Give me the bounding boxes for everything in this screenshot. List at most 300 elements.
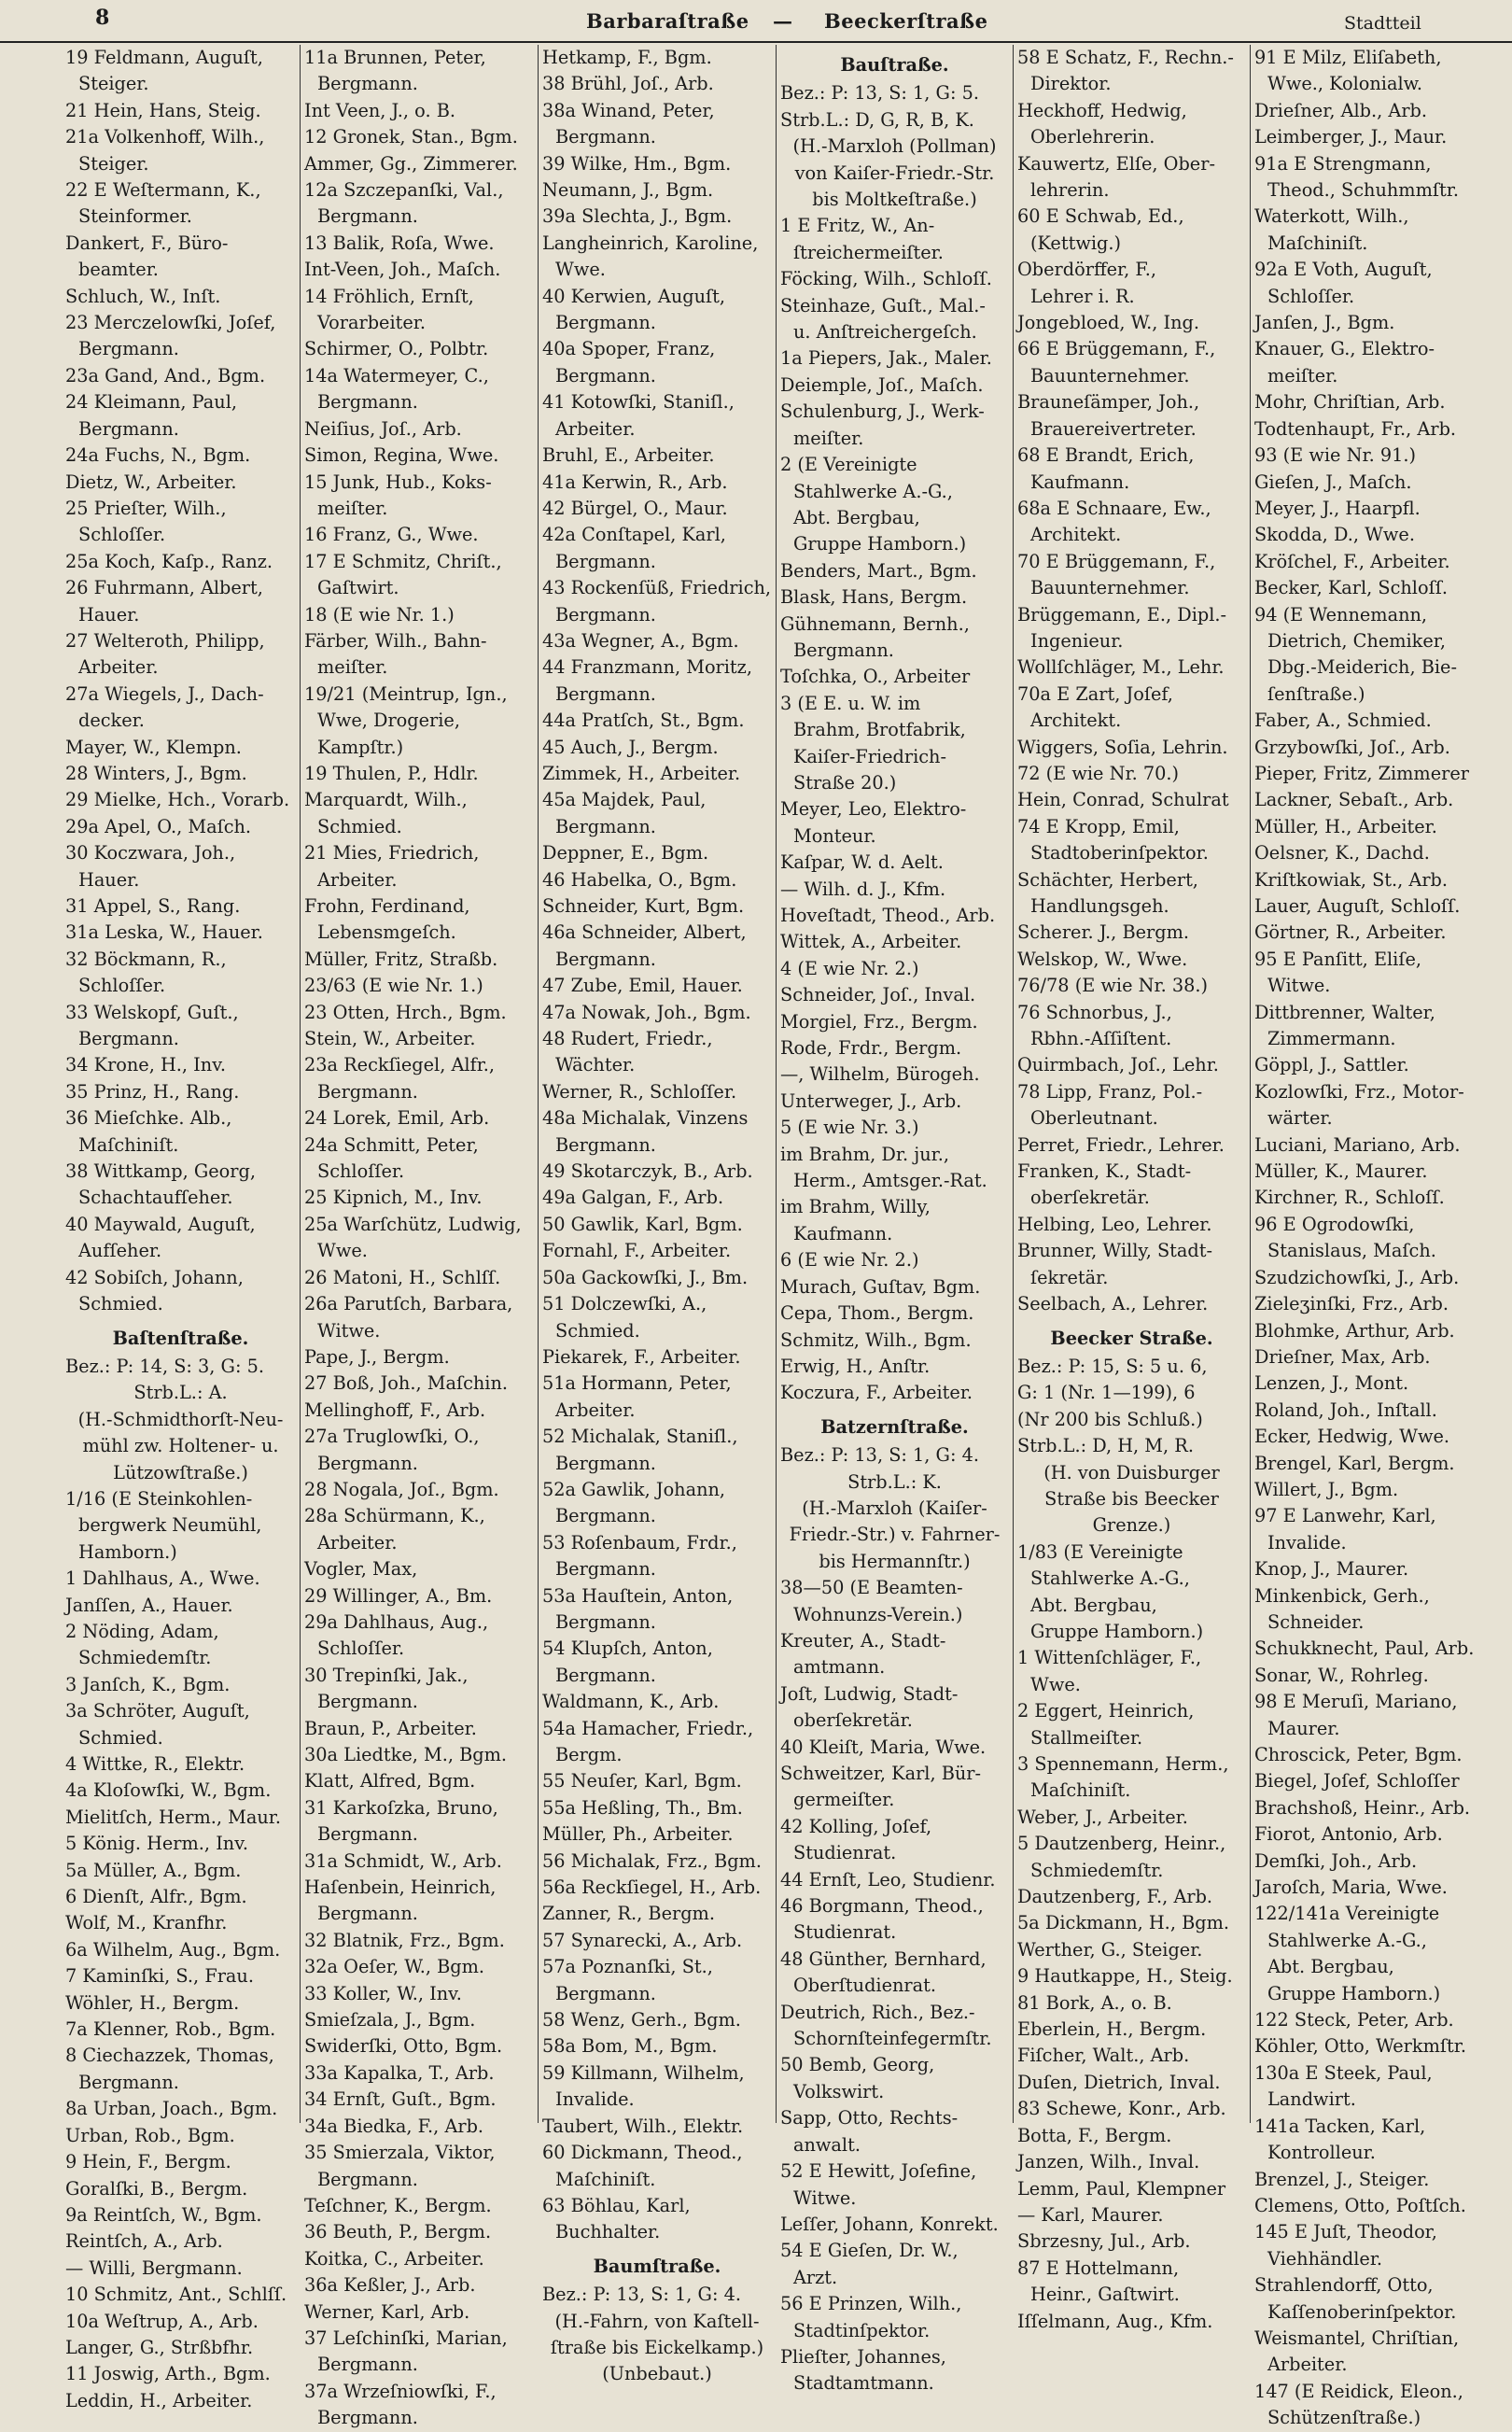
directory-line: Bergmann. [555,1558,656,1581]
directory-line: Stanislaus, Maſch. [1267,1240,1436,1262]
directory-line: Jaroſch, Maria, Wwe. [1254,1877,1448,1899]
directory-line: Neumann, J., Bgm. [542,179,714,202]
directory-line: 60 E Schwab, Ed., [1017,205,1184,228]
directory-line: 26 Matoni, H., Schlſſ. [304,1266,501,1288]
directory-line: Marquardt, Wilh., [304,789,468,811]
directory-line: 3a Schröter, Auguſt, [65,1700,250,1722]
directory-line: (Kettwig.) [1030,232,1121,254]
directory-line: Cepa, Thom., Bergm. [780,1302,974,1325]
directory-line: Scherer. J., Bergm. [1017,921,1189,944]
directory-line: Plieſter, Johannes, [780,2345,946,2368]
directory-line: — Karl, Maurer. [1017,2203,1164,2226]
directory-line: Wittek, A., Arbeiter. [780,931,962,953]
directory-line: Kampſtr.) [317,736,404,758]
directory-line: Bergmann. [78,2071,179,2093]
directory-line: Oberſtudienrat. [793,1975,937,1997]
directory-line: 43a Wegner, A., Bgm. [542,629,739,652]
directory-line: Arbeiter. [78,656,159,679]
directory-line: Perret, Friedr., Lehrer. [1017,1133,1225,1156]
directory-line: Studienrat. [793,1842,897,1864]
directory-line: 23a Reckſiegel, Alfr., [304,1054,496,1076]
directory-line: Schneider, Joſ., Inval. [780,984,976,1006]
directory-line: Meyer, J., Haarpfl. [1254,497,1421,519]
directory-line: 1 E Fritz, W., An- [780,215,935,237]
directory-line: 29a Apel, O., Maſch. [65,815,252,837]
directory-line: Schneider. [1267,1610,1365,1633]
directory-line: Schloſſer. [317,1638,405,1660]
directory-line: Kröſchel, F., Arbeiter. [1254,550,1450,572]
directory-line: 50 Bemb, Georg, [780,2054,935,2076]
directory-line: 81 Bork, A., o. B. [1017,1991,1172,2014]
directory-line: Schmied. [78,1726,163,1749]
directory-line: Vogler, Max, [304,1558,418,1581]
directory-line: Kauwertz, Elſe, Ober- [1017,152,1215,175]
directory-line: Toſchka, O., Arbeiter [780,666,971,688]
directory-line: mühl zw. Holtener- u. [82,1435,279,1457]
directory-line: 9 Hein, F., Bergm. [65,2151,231,2173]
directory-line: 26 Fuhrmann, Albert, [65,577,263,599]
directory-line: 49a Galgan, F., Arb. [542,1187,724,1209]
directory-line: (Nr 200 bis Schluß.) [1017,1408,1203,1430]
directory-line: Theod., Schuhmmſtr. [1267,179,1459,202]
directory-line: 66 E Brüggemann, F., [1017,338,1216,360]
directory-line: 23a Gand, And., Bgm. [65,364,266,387]
directory-line: 9a Reintſch, W., Bgm. [65,2203,262,2226]
directory-line: Langheinrich, Karoline, [542,232,759,254]
directory-line: Landwirt. [1267,2088,1356,2111]
directory-line: Handlungsgeh. [1030,895,1169,917]
directory-line: 147 (E Reidick, Eleon., [1254,2380,1463,2402]
directory-line: Swiderſki, Otto, Bgm. [304,2035,503,2058]
directory-line: 42 Sobiſch, Johann, [65,1266,244,1288]
directory-line: 91 E Milz, Eliſabeth, [1254,47,1442,68]
directory-line: Strb.L.: A. [133,1382,228,1404]
directory-line: Müller, K., Maurer. [1254,1160,1428,1183]
directory-line: 5 Dautzenberg, Heinr., [1017,1833,1226,1855]
directory-line: Mellinghoff, F., Arb. [304,1399,486,1421]
directory-line: Stadtoberinſpektor. [1030,842,1209,865]
directory-line: Kirchner, R., Schloſſ. [1254,1187,1445,1209]
directory-line: 18 (E wie Nr. 1.) [304,603,455,626]
directory-line: 50a Gackowſki, J., Bm. [542,1266,749,1288]
directory-line: 52 E Hewitt, Joſefine, [780,2160,977,2183]
directory-line: 40 Kerwien, Auguſt, [542,285,726,307]
directory-column-4 [776,45,1013,2395]
directory-line: Kaufmann. [793,1222,893,1244]
street-heading: Baſtenſtraße. [112,1327,249,1349]
directory-line: Bauunternehmer. [1030,577,1190,599]
directory-line: im Brahm, Willy, [780,1196,931,1218]
directory-line: Schachtaufſeher. [78,1187,233,1209]
directory-line: Bez.: P: 13, S: 1, G: 4. [780,1444,979,1467]
directory-line: Bez.: P: 14, S: 3, G: 5. [65,1355,264,1377]
directory-line: 29 Willinger, A., Bm. [304,1584,493,1607]
directory-line: Oberlehrerin. [1030,126,1155,148]
directory-line: Steiger. [78,152,149,175]
directory-line: 33a Kapalka, T., Arb. [304,2061,495,2084]
directory-line: 27a Truglowſki, O., [304,1426,480,1448]
directory-line: Kaufmann. [1030,471,1130,493]
directory-line: Jongebloed, W., Ing. [1017,312,1199,334]
directory-line: amtmann. [793,1656,886,1679]
directory-line: Kontrolleur. [1267,2142,1376,2164]
directory-line: 40a Spoper, Franz, [542,338,716,360]
directory-line: 31a Leska, W., Hauer. [65,921,263,944]
directory-column-3 [538,45,776,2385]
directory-line: Architekt. [1030,524,1122,546]
directory-line: Oberdörffer, F., [1017,259,1157,281]
directory-line: 11 Joswig, Arth., Bgm. [65,2363,271,2385]
directory-line: Strb.L.: D, H, M, R. [1017,1435,1194,1457]
directory-line: Herm., Amtsger.-Rat. [793,1170,987,1192]
directory-line: Hauer. [78,603,140,626]
directory-line: Fiſcher, Walt., Arb. [1017,2045,1190,2067]
directory-line: 55a Heßling, Th., Bm. [542,1796,743,1819]
directory-line: Färber, Wilh., Bahn- [304,629,487,652]
directory-line: Bergmann. [555,682,656,705]
directory-line: Direktor. [1030,73,1112,95]
directory-line: Schmied. [317,815,402,837]
directory-line: 37 Leſchinſki, Marian, [304,2327,508,2349]
directory-line: Schmied. [78,1293,163,1315]
street-heading: Batzernſtraße. [820,1415,969,1438]
directory-line: Ingenieur. [1030,629,1124,652]
directory-line: Pape, J., Bergm. [304,1345,450,1368]
directory-line: Franken, K., Stadt- [1017,1160,1192,1183]
directory-line: Schloſſer. [317,1160,405,1183]
header-title-left: Barbaraſtraße [586,9,749,33]
directory-line: Hamborn.) [78,1540,177,1563]
directory-line: Studienrat. [793,1921,897,1944]
directory-line: Viehhändler. [1267,2247,1383,2270]
directory-line: 6 (E wie Nr. 2.) [780,1249,919,1272]
directory-line: Dautzenberg, F., Arb. [1017,1886,1213,1908]
directory-line: 29 Mielke, Hch., Vorarb. [65,789,290,811]
directory-line: 38—50 (E Beamten- [780,1577,963,1599]
directory-line: Lehrer i. R. [1030,285,1135,307]
directory-column-1 [62,45,300,2411]
directory-line: Maurer. [1267,1717,1340,1739]
directory-line: Bergmann. [793,639,894,661]
directory-line: Arbeiter. [317,1531,398,1553]
directory-line: Strb.L.: K. [847,1470,942,1493]
directory-line: Koczura, F., Arbeiter. [780,1382,973,1404]
directory-line: 30 Trepinſki, Jak., [304,1664,469,1686]
directory-line: Bergmann. [317,1452,418,1474]
directory-line: meiſter. [793,427,864,449]
directory-line: meiſter. [1267,364,1338,387]
directory-line: Gruppe Hamborn.) [1030,1620,1204,1642]
directory-line: 24a Schmitt, Peter, [304,1133,479,1156]
directory-line: 29a Dahlhaus, Aug., [304,1610,489,1633]
directory-line: 33 Koller, W., Inv. [304,1982,462,2004]
directory-line: 43 Rockenſüß, Friedrich, [542,577,772,599]
directory-line: 32 Blatnik, Frz., Bgm. [304,1929,505,1951]
directory-line: 16 Franz, G., Wwe. [304,524,479,546]
directory-line: 2 (E Vereinigte [780,454,917,476]
directory-line: Neiſius, Joſ., Arb. [304,417,462,440]
directory-line: Bergmann. [317,73,418,95]
directory-line: Rbhn.-Aſſiſtent. [1030,1028,1172,1050]
directory-line: meiſter. [317,656,388,679]
directory-line: Dittbrenner, Walter, [1254,1001,1435,1023]
directory-line: Görtner, R., Arbeiter. [1254,921,1447,944]
directory-line: Bergmann. [555,364,656,387]
directory-line: Schloſſer. [1267,285,1355,307]
directory-column-6 [1250,45,1492,2429]
directory-line: Wolf, M., Kranfhr. [65,1912,228,1934]
directory-line: 59 Killmann, Wilhelm, [542,2061,745,2084]
directory-line: 27 Welteroth, Philipp, [65,629,265,652]
directory-line: Klatt, Alfred, Bgm. [304,1770,476,1792]
page-number: 8 [95,6,110,30]
directory-line: 37a Wrzeſniowſki, F., [304,2380,497,2402]
directory-line: 27 Boß, Joh., Maſchin. [304,1372,509,1395]
directory-line: 25 Kipnich, M., Inv. [304,1187,483,1209]
directory-line: Schloſſer. [78,975,166,997]
directory-line: Kozlowſki, Frz., Motor- [1254,1080,1464,1103]
directory-line: 24 Lorek, Emil, Arb. [304,1107,490,1130]
directory-line: 83 Schewe, Konr., Arb. [1017,2098,1226,2120]
directory-line: Blask, Hans, Bergm. [780,586,968,609]
directory-line: Roland, Joh., Inſtall. [1254,1399,1437,1421]
directory-line: ſtraße bis Eickelkamp.) [550,2336,764,2358]
directory-line: Leſſer, Johann, Konrekt. [780,2213,999,2235]
directory-line: Strb.L.: D, G, R, B, K. [780,108,974,131]
directory-line: Bruhl, E., Arbeiter. [542,444,715,467]
directory-line: 23/63 (E wie Nr. 1.) [304,975,483,997]
directory-line: 12 Gronek, Stan., Bgm. [304,126,518,148]
directory-line: Straße bis Beecker [1044,1487,1219,1510]
directory-line: Schächter, Herbert, [1017,868,1198,891]
directory-line: 32a Oeſer, W., Bgm. [304,1956,485,1978]
directory-line: Meyer, Leo, Elektro- [780,798,967,821]
directory-line: Maſchiniſt. [1030,1779,1131,1802]
directory-line: 36a Keßler, J., Arb. [304,2274,476,2297]
directory-line: 8a Urban, Joach., Bgm. [65,2098,278,2120]
directory-line: 52a Gawlik, Johann, [542,1478,726,1500]
directory-line: Bergmann. [555,1452,656,1474]
directory-line: — Willi, Bergmann. [65,2256,243,2279]
directory-line: Lemm, Paul, Klempner [1017,2177,1226,2200]
directory-line: Schützenſtraße.) [1267,2407,1421,2429]
directory-line: 24 Kleimann, Paul, [65,391,237,414]
directory-line: Urban, Rob., Bgm. [65,2124,235,2146]
directory-line: 42a Conſtapel, Karl, [542,524,726,546]
street-heading: Beecker Straße. [1050,1327,1213,1349]
directory-line: Erwig, H., Anſtr. [780,1355,931,1377]
directory-line: Stadtamtmann. [793,2372,934,2395]
street-heading: Bauſtraße. [840,54,949,76]
directory-line: Wöhler, H., Bergm. [65,1991,240,2014]
directory-line: 8 Ciechazzek, Thomas, [65,2045,274,2067]
directory-line: 24a Fuchs, N., Bgm. [65,444,251,467]
directory-line: Bergm. [555,1744,623,1765]
directory-line: Hetkamp, F., Bgm. [542,47,712,68]
directory-line: Müller, H., Arbeiter. [1254,815,1437,837]
directory-line: Lauer, Auguſt, Schloſſ. [1254,895,1461,917]
directory-line: Kriſtkowiak, St., Arb. [1254,868,1449,891]
directory-line: 93 (E wie Nr. 91.) [1254,444,1417,467]
directory-line: Lützowſtraße.) [113,1461,248,1483]
directory-line: Witwe. [317,1319,381,1342]
directory-line: Rode, Frdr., Bergm. [780,1037,962,1060]
directory-line: Gühnemann, Bernh., [780,612,970,635]
directory-line: 19 Thulen, P., Hdlr. [304,762,479,784]
directory-line: Zanner, R., Bergm. [542,1903,715,1925]
directory-line: Grenze.) [1092,1514,1171,1537]
directory-line: 91a E Strengmann, [1254,152,1432,175]
directory-line: Bergmann. [317,2354,418,2376]
directory-line: 10 Schmitz, Ant., Schlſſ. [65,2284,287,2306]
directory-line: 54 E Gieſen, Dr. W., [780,2240,959,2262]
directory-line: Werner, Karl, Arb. [304,2300,470,2323]
directory-line: Friedr.-Str.) v. Fahrner- [789,1524,1001,1546]
directory-line: Kaſſenoberinſpektor. [1267,2300,1457,2323]
directory-line: Janzen, Wilh., Inval. [1017,2151,1200,2173]
directory-line: Sapp, Otto, Rechts- [780,2107,959,2130]
directory-line: 28 Nogala, Joſ., Bgm. [304,1478,499,1500]
directory-line: 45a Majdek, Paul, [542,789,707,811]
street-heading: Baumſtraße. [593,2255,721,2277]
directory-line: Stahlwerke A.-G., [793,480,953,502]
directory-line: 34 Krone, H., Inv. [65,1054,226,1076]
directory-line: 54a Hamacher, Friedr., [542,1717,754,1739]
directory-line: Wollſchläger, M., Lehr. [1017,656,1225,679]
directory-line: germeiſter. [793,1789,895,1811]
directory-line: Sonar, W., Rohrleg. [1254,1664,1429,1686]
directory-line: Szudzichowſki, J., Arb. [1254,1266,1460,1288]
directory-line: ſtreichermeiſter. [793,241,944,263]
directory-line: decker. [78,710,145,732]
header-title-right: Beeckerſtraße [824,9,988,33]
directory-line: 68 E Brandt, Erich, [1017,444,1195,467]
directory-line: Dankert, F., Büro- [65,232,229,254]
directory-line: 23 Merczelowſki, Joſef, [65,312,276,334]
directory-line: Witwe. [1267,975,1331,997]
header-district: Stadtteil [1344,13,1421,34]
directory-line: 1/16 (E Steinkohlen- [65,1487,253,1510]
directory-line: 48 Günther, Bernhard, [780,1947,987,1970]
directory-line: Demſki, Joh., Arb. [1254,1849,1418,1872]
directory-line: 4a Kloſowſki, W., Bgm. [65,1779,272,1802]
directory-line: 92a E Voth, Auguſt, [1254,259,1433,281]
directory-line: Janſen, J., Bgm. [1254,312,1395,334]
directory-line: Schmitz, Wilh., Bgm. [780,1328,972,1351]
directory-line: Stahlwerke A.-G., [1030,1567,1190,1590]
directory-line: 130a E Steek, Paul, [1254,2061,1433,2084]
directory-line: 32 Böckmann, R., [65,948,227,970]
directory-line: 9 Hautkappe, H., Steig. [1017,1965,1233,1988]
directory-line: Schweitzer, Karl, Bür- [780,1763,982,1784]
directory-line: Bergmann. [555,1982,656,2004]
directory-line: 141a Tacken, Karl, [1254,2115,1426,2137]
directory-line: Drieſner, Alb., Arb. [1254,99,1428,121]
directory-line: Clemens, Otto, Poſtſch. [1254,2194,1466,2216]
directory-line: Weber, J., Arbeiter. [1017,1806,1188,1828]
directory-line: 34 Ernſt, Guſt., Bgm. [304,2088,497,2111]
directory-line: 70 E Brüggemann, F., [1017,550,1216,572]
directory-line: Abt. Bergbau, [1267,1956,1394,1978]
directory-line: Maſchiniſt. [555,2168,656,2190]
directory-line: Todtenhaupt, Fr., Arb. [1254,417,1457,440]
directory-line: Bergmann. [317,1691,418,1713]
directory-line: Wwe. [555,259,606,281]
directory-line: Iſſelmann, Aug., Kfm. [1017,2310,1213,2332]
directory-line: Bergmann. [317,391,418,414]
directory-line: Wächter. [555,1054,636,1076]
directory-line: Werner, R., Schloſſer. [542,1080,737,1103]
directory-line: Minkenbick, Gerh., [1254,1584,1430,1607]
directory-line: 22 E Weſtermann, K., [65,179,261,202]
directory-line: 21a Volkenhoff, Wilh., [65,126,265,148]
directory-line: 39 Wilke, Hm., Bgm. [542,152,732,175]
directory-line: 76 Schnorbus, J., [1017,1001,1172,1023]
directory-line: Witwe. [793,2186,857,2209]
directory-line: 3 Spennemann, Herm., [1017,1753,1229,1775]
directory-line: Eberlein, H., Bergm. [1017,2018,1207,2041]
directory-line: Oelsner, K., Dachd. [1254,842,1430,865]
directory-line: Wwe, Drogerie, [317,710,460,732]
directory-line: Köhler, Otto, Werkmſtr. [1254,2035,1466,2058]
directory-line: Helbing, Leo, Lehrer. [1017,1213,1212,1235]
directory-line: Brenzel, J., Steiger. [1254,2168,1430,2190]
directory-line: 50 Gawlik, Karl, Bgm. [542,1213,743,1235]
directory-line: Bergmann. [317,2168,418,2190]
directory-line: Aufſeher. [78,1240,162,1262]
directory-line: Buchhalter. [555,2221,661,2243]
directory-line: 48a Michalak, Vinzens [542,1107,749,1130]
directory-line: Duſen, Dietrich, Inval. [1017,2071,1221,2093]
directory-line: Bergmann. [78,338,179,360]
directory-line: 48 Rudert, Friedr., [542,1028,713,1050]
directory-line: 28 Winters, J., Bgm. [65,762,247,784]
directory-line: (H. von Duisburger [1043,1461,1220,1483]
directory-line: Mayer, W., Klempn. [65,736,242,758]
directory-line: 1 Dahlhaus, A., Wwe. [65,1567,260,1590]
directory-line: Steiger. [78,73,149,95]
directory-line: Arbeiter. [555,417,636,440]
directory-line: Straße 20.) [793,771,897,794]
directory-line: 14a Watermeyer, C., [304,364,489,387]
directory-line: Zimmermann. [1267,1028,1396,1050]
directory-line: 19 Feldmann, Auguſt, [65,47,263,68]
directory-line: Becker, Karl, Schloſſ. [1254,577,1448,599]
directory-line: 42 Kolling, Joſef, [780,1815,932,1837]
directory-line: 56a Reckſiegel, H., Arb. [542,1877,762,1899]
directory-line: (Unbebaut.) [602,2363,712,2385]
directory-line: Waldmann, K., Arb. [542,1691,720,1713]
directory-line: 23 Otten, Hrch., Bgm. [304,1001,507,1023]
directory-line: Hein, Conrad, Schulrat [1017,789,1229,811]
directory-line: lehrerin. [1030,179,1110,202]
directory-line: 145 E Juſt, Theodor, [1254,2221,1437,2243]
directory-line: Dietrich, Chemiker, [1267,629,1446,652]
directory-line: 57 Synarecki, A., Arb. [542,1929,743,1951]
directory-line: Brahm, Brotfabrik, [793,719,966,741]
directory-line: Luciani, Mariano, Arb. [1254,1133,1461,1156]
directory-line: Brengel, Karl, Bergm. [1254,1452,1455,1474]
directory-line: Schmied. [555,1319,640,1342]
directory-line: ſekretär. [1030,1266,1109,1288]
directory-line: 58 Wenz, Gerh., Bgm. [542,2009,741,2031]
directory-line: 5 (E wie Nr. 3.) [780,1117,919,1139]
directory-line: Bergmann. [78,1028,179,1050]
directory-line: Smieſzala, J., Bgm. [304,2009,476,2031]
directory-line: bis Hermannſtr.) [819,1550,971,1572]
directory-line: Volkswirt. [793,2080,885,2102]
directory-line: anwalt. [793,2133,861,2156]
